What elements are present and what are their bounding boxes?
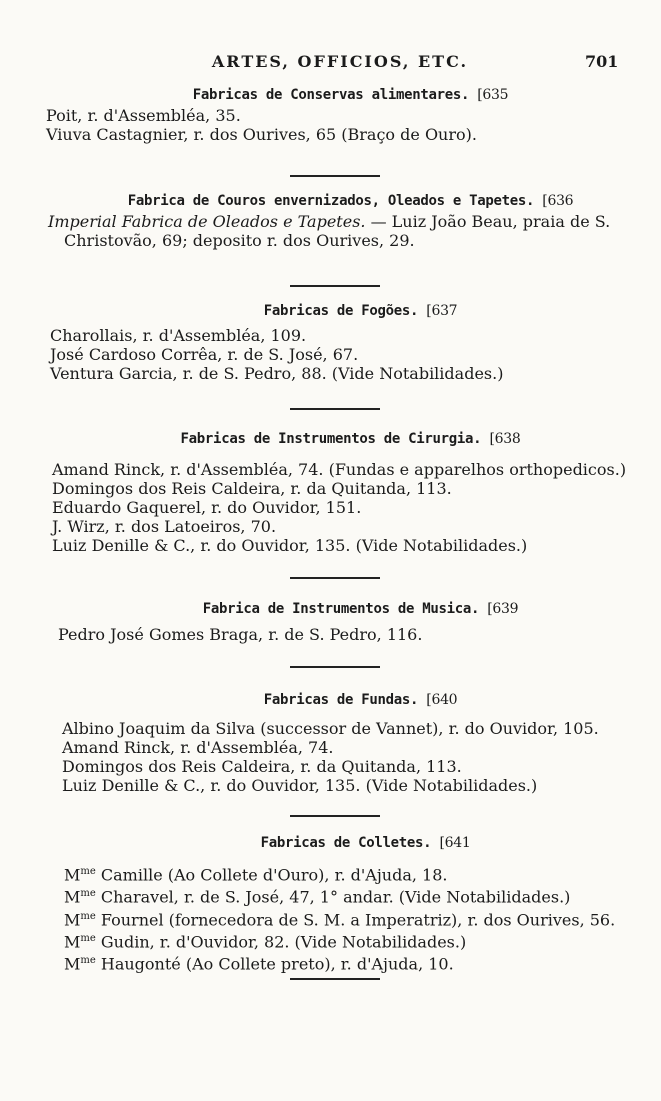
section-heading (0, 689, 661, 711)
section-number: [641 (439, 835, 471, 851)
list-item: Luiz Denille & C., r. do Ouvidor, 135. (Vide Notabilidades.) (62, 776, 538, 795)
section-number: [636 (542, 193, 574, 209)
entry-text: Haugonté (Ao Collete preto), r. d'Ajuda, 10. (95, 954, 454, 974)
heading-text: Fabricas de Fundas. (263, 692, 419, 708)
section-divider (290, 666, 380, 668)
section-number: [640 (426, 692, 458, 708)
list-item (0, 951, 661, 973)
section-divider (290, 175, 380, 177)
title-abbrev: M (64, 932, 81, 952)
list-item (0, 929, 661, 951)
section-divider (290, 815, 380, 817)
entry-text: Fournel (fornecedora de S. M. a Imperatriz), r. dos Ourives, 56. (95, 909, 616, 929)
section-divider (290, 577, 380, 579)
title-sup: me (80, 888, 96, 900)
title-sup: me (80, 932, 96, 944)
section-divider (290, 978, 380, 980)
list-item: Eduardo Gaquerel, r. do Ouvidor, 151. (52, 498, 362, 517)
section-heading (0, 190, 661, 212)
title-abbrev: M (64, 954, 81, 974)
section-fundas (0, 689, 661, 795)
entry-lead: Imperial Fabrica de Oleados e Tapetes. (48, 212, 366, 231)
title-abbrev: M (64, 909, 81, 929)
section-couros (0, 190, 661, 250)
list-item (0, 212, 661, 250)
list-item: Poit, r. d'Assembléa, 35. (46, 106, 241, 125)
section-cirurgia (0, 428, 661, 555)
heading-text: Fabrica de Instrumentos de Musica. (202, 601, 480, 617)
section-heading (0, 428, 661, 450)
title-sup: me (80, 955, 96, 967)
section-heading (0, 598, 661, 620)
title-sup: me (80, 866, 96, 877)
section-conservas (0, 84, 661, 144)
section-number: [635 (477, 87, 509, 103)
list-item (0, 907, 661, 929)
entry-text: Charavel, r. de S. José, 47, 1° andar. (Vide Notabilidades.) (95, 887, 571, 907)
title-abbrev: M (64, 887, 81, 907)
section-number: [639 (487, 601, 519, 617)
title-sup: me (80, 910, 96, 922)
section-heading (0, 832, 661, 854)
list-item (0, 862, 661, 884)
heading-text: Fabrica de Couros envernizados, Oleados e Tapetes. (127, 193, 535, 209)
list-item: J. Wirz, r. dos Latoeiros, 70. (52, 517, 277, 536)
list-item: Domingos dos Reis Caldeira, r. da Quitanda, 113. (62, 757, 462, 776)
page-header (0, 52, 661, 78)
list-item: Albino Joaquim da Silva (successor de Vannet), r. do Ouvidor, 105. (62, 719, 599, 738)
list-item: José Cardoso Corrêa, r. de S. José, 67. (50, 345, 359, 364)
entry-text: — Luiz João Beau, praia de S. Christovão, 69; deposito r. dos Ourives, 29. (64, 212, 611, 250)
running-title: ARTES, OFFICIOS, ETC. (211, 52, 469, 71)
heading-text: Fabricas de Colletes. (260, 835, 432, 851)
section-number: [637 (426, 303, 458, 319)
entry-text: Gudin, r. d'Ouvidor, 82. (Vide Notabilidades.) (95, 932, 467, 952)
section-musica (0, 598, 661, 644)
list-item: Viuva Castagnier, r. dos Ourives, 65 (Braço de Ouro). (46, 125, 477, 144)
page-number: 701 (585, 52, 619, 71)
section-number: [638 (489, 431, 521, 447)
section-heading (0, 84, 661, 106)
entry-text: Camille (Ao Collete d'Ouro), r. d'Ajuda, 18. (95, 865, 448, 885)
title-abbrev: M (64, 865, 81, 885)
list-item: Luiz Denille & C., r. do Ouvidor, 135. (Vide Notabilidades.) (52, 536, 528, 555)
list-item: Amand Rinck, r. d'Assembléa, 74. (Fundas e apparelhos orthopedicos.) (52, 460, 627, 479)
section-heading (0, 300, 661, 322)
list-item: Ventura Garcia, r. de S. Pedro, 88. (Vide Notabilidades.) (50, 364, 504, 383)
list-item: Charollais, r. d'Assembléa, 109. (50, 326, 307, 345)
list-item (0, 884, 661, 906)
heading-text: Fabricas de Fogões. (263, 303, 419, 319)
heading-text: Fabricas de Instrumentos de Cirurgia. (180, 431, 482, 447)
heading-text: Fabricas de Conservas alimentares. (192, 87, 470, 103)
list-item: Domingos dos Reis Caldeira, r. da Quitanda, 113. (52, 479, 452, 498)
list-item: Pedro José Gomes Braga, r. de S. Pedro, 116. (58, 625, 423, 644)
section-fogoes (0, 300, 661, 383)
section-divider (290, 285, 380, 287)
section-colletes (0, 832, 661, 974)
list-item: Amand Rinck, r. d'Assembléa, 74. (62, 738, 334, 757)
section-divider (290, 408, 380, 410)
